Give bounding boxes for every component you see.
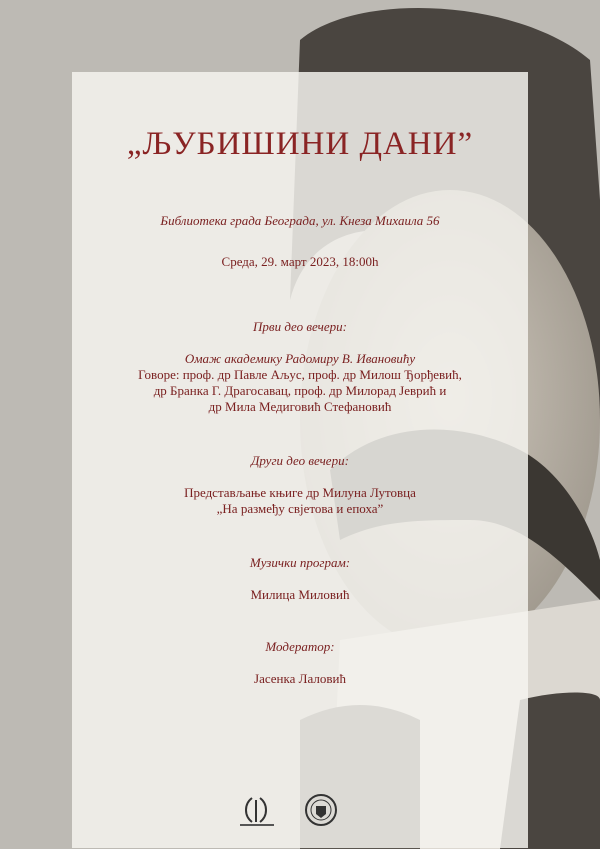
event-title: „ЉУБИШИНИ ДАНИ” [126,126,474,162]
music-performer: Милица Миловић [250,587,350,602]
part1-line-1: Говоре: проф. др Павле Аљус, проф. др Милош Ђорђевић, [138,367,462,382]
library-seal-icon [306,795,336,825]
part1-heading: Први део вечери: [253,319,347,334]
part1-line-2: др Бранка Г. Драгосавац, проф. др Милорад Јеврић и [153,383,447,398]
part2-line-2: „На размеђу свјетова и епоха” [216,501,384,516]
datetime-text: Среда, 29. март 2023, 18:00h [221,254,379,269]
moderator-name: Јасенка Лаловић [254,671,346,686]
partner-logos [0,790,600,830]
music-heading: Музички програм: [249,555,351,570]
part1-subtitle: Омаж академику Радомиру В. Ивановићу [184,351,416,366]
venue-text: Библиотека града Београда, ул. Кнеза Михаила 56 [160,213,440,228]
part2-heading: Други део вечери: [251,453,349,468]
part2-line-1: Представљање књиге др Милуна Лутовца [184,485,416,500]
part1-line-3: др Мила Медиговић Стефановић [208,399,392,414]
moderator-heading: Модератор: [265,639,335,654]
laurel-logo-icon [240,798,274,826]
